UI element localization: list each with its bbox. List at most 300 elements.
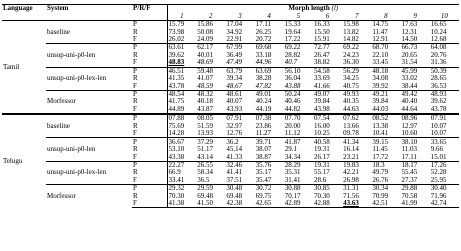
- value-cell: 49.42: [401, 90, 430, 98]
- results-table: [2, 4, 459, 208]
- value-cell: 56.29: [342, 67, 371, 75]
- value-cell: 53.10: [168, 145, 185, 154]
- value-cell: 40.75: [343, 82, 359, 90]
- value-cell: 09.78: [343, 130, 359, 138]
- value-cell: 44.03: [372, 105, 389, 113]
- value-cell: 67.99: [225, 44, 254, 52]
- value-cell: 48.32: [196, 90, 225, 98]
- table-row: [2, 138, 459, 146]
- value-cell: 33.41: [168, 176, 185, 184]
- value-cell: 17.04: [226, 20, 243, 29]
- value-cell: 44.96: [255, 59, 272, 67]
- value-cell: 30.85: [313, 185, 342, 193]
- value-cell: 43.93: [226, 105, 243, 113]
- value-cell: 14.75: [372, 20, 389, 29]
- value-cell: 07.70: [284, 114, 313, 122]
- value-cell: 30.48: [225, 185, 254, 193]
- value-cell: 43.98: [313, 105, 330, 113]
- header-language: Language: [2, 5, 46, 13]
- value-cell: 34.25: [343, 74, 359, 83]
- value-cell: 58.34: [197, 169, 213, 177]
- value-cell: 49.93: [342, 90, 371, 98]
- value-cell: 35.47: [255, 176, 272, 184]
- value-cell: 10.07: [430, 122, 447, 130]
- value-cell: 07.54: [313, 114, 342, 122]
- value-cell: 15.91: [313, 35, 330, 43]
- header-morph-length-unit: (l): [331, 4, 339, 13]
- value-cell: 40.58: [313, 138, 342, 146]
- value-cell: 64.08: [430, 44, 459, 52]
- value-cell: 63.61: [167, 44, 196, 52]
- header-length-6: 6: [313, 12, 342, 20]
- value-cell: 14.28: [168, 130, 185, 138]
- metric-cell: P: [132, 161, 167, 169]
- header-length-9: 9: [401, 12, 430, 20]
- value-cell: 42.51: [371, 200, 400, 208]
- table-row: [2, 44, 459, 52]
- metric-cell: P: [132, 90, 167, 98]
- system-cell: Morfessor: [46, 185, 132, 208]
- value-cell: 70.58: [401, 192, 418, 200]
- value-cell: 28.65: [430, 74, 447, 83]
- header-length-7: 7: [342, 12, 371, 20]
- value-cell: 10.25: [313, 130, 330, 138]
- value-cell: 11.27: [255, 130, 272, 138]
- value-cell: 72.77: [313, 44, 342, 52]
- value-cell: 26.47: [313, 51, 330, 59]
- value-cell: 75.69: [168, 122, 185, 130]
- value-cell: 40.7: [284, 59, 297, 67]
- value-cell: 16.14: [343, 145, 359, 154]
- value-cell: 42.38: [225, 200, 254, 208]
- value-cell: 52.28: [430, 169, 447, 177]
- value-cell: 23.21: [343, 153, 359, 161]
- value-cell: 69.48: [197, 192, 213, 200]
- value-cell: 28.29: [284, 161, 313, 169]
- value-cell: 70.99: [372, 192, 389, 200]
- table-row: [2, 161, 459, 169]
- value-cell: 51.59: [197, 122, 213, 130]
- value-cell: 15.98: [343, 20, 359, 29]
- system-cell: Morfessor: [46, 90, 132, 114]
- value-cell: 50.39: [430, 67, 459, 75]
- value-cell: 39.84: [372, 98, 389, 106]
- value-cell: 48.54: [167, 90, 196, 98]
- value-cell: 19.31: [313, 161, 342, 169]
- value-cell: 07.62: [342, 114, 371, 122]
- metric-cell: R: [132, 146, 167, 153]
- header-length-5: 5: [284, 12, 313, 20]
- value-cell: 20.76: [430, 51, 447, 59]
- value-cell: 07.91: [430, 114, 459, 122]
- value-cell: 22.10: [372, 51, 389, 59]
- value-cell: 17.63: [401, 20, 418, 29]
- results-body: [2, 20, 459, 208]
- value-cell: 48.67: [226, 82, 243, 90]
- metric-cell: P: [132, 114, 167, 122]
- header-length-3: 3: [225, 12, 254, 20]
- value-cell: 45.14: [226, 145, 243, 154]
- value-cell: 49.01: [255, 90, 284, 98]
- value-cell: 68.70: [371, 44, 400, 52]
- header-blank-language: [2, 12, 46, 20]
- value-cell: 69.22: [342, 44, 371, 52]
- value-cell: 63.69: [255, 67, 284, 75]
- value-cell: 41.34: [342, 138, 371, 146]
- value-cell: 08.05: [196, 114, 225, 122]
- value-cell: 07.38: [255, 114, 284, 122]
- header-length-2: 2: [196, 12, 225, 20]
- value-cell: 39.84: [313, 98, 330, 106]
- value-cell: 46.51: [167, 67, 196, 75]
- value-cell: 38.10: [401, 138, 430, 146]
- value-cell: 16.00: [313, 122, 330, 130]
- value-cell: 41.50: [196, 200, 225, 208]
- metric-cell: P: [132, 44, 167, 52]
- value-cell: 49.79: [372, 169, 389, 177]
- value-cell: 32.97: [226, 122, 243, 130]
- language-cell: Telugu: [2, 114, 46, 208]
- metric-cell: R: [132, 169, 167, 176]
- value-cell: 32.46: [225, 161, 254, 169]
- value-cell: 16.33: [313, 20, 330, 29]
- value-cell: 31.31: [342, 185, 371, 193]
- value-cell: 42.88: [313, 200, 342, 208]
- table-row: [2, 114, 459, 122]
- value-cell: 41.07: [197, 74, 213, 83]
- header-system: System: [46, 5, 132, 13]
- value-cell: 22.27: [167, 161, 196, 169]
- value-cell: 55.45: [401, 169, 418, 177]
- header-length-4: 4: [255, 12, 284, 20]
- value-cell: 35.17: [255, 169, 272, 177]
- value-cell: 13.82: [343, 28, 359, 36]
- value-cell: 24.09: [197, 35, 213, 43]
- value-cell: 13.93: [197, 130, 213, 138]
- value-cell: 28.82: [284, 51, 301, 59]
- value-cell: 38.07: [255, 145, 272, 154]
- value-cell: 41.35: [168, 74, 185, 83]
- value-cell: 29.59: [196, 185, 225, 193]
- value-cell: 71.56: [343, 192, 359, 200]
- value-cell: 42.74: [430, 200, 459, 208]
- value-cell: 70.30: [313, 192, 330, 200]
- value-cell: 20.72: [255, 35, 272, 43]
- value-cell: 34.92: [226, 28, 243, 36]
- value-cell: 49.07: [313, 90, 342, 98]
- value-cell: 17.22: [284, 35, 301, 43]
- value-cell: 29.88: [401, 185, 430, 193]
- value-cell: 29.32: [167, 185, 196, 193]
- value-cell: 41.87: [284, 138, 313, 146]
- value-cell: 31.41: [284, 176, 301, 184]
- metric-cell: F: [132, 130, 167, 138]
- value-cell: 26.25: [255, 28, 272, 36]
- value-cell: 54.58: [313, 67, 342, 75]
- value-cell: 08.52: [371, 114, 400, 122]
- value-cell: 22.91: [226, 35, 243, 43]
- value-cell: 13.66: [343, 122, 359, 130]
- language-cell: Tamil: [3, 62, 20, 71]
- value-cell: 38.82: [313, 59, 330, 67]
- value-cell: 43.38: [168, 153, 185, 161]
- value-cell: 24.23: [343, 51, 359, 59]
- value-cell: 11.12: [284, 130, 301, 138]
- metric-cell: F: [132, 82, 167, 90]
- table-row: [2, 185, 459, 193]
- value-cell: 11.47: [372, 28, 388, 36]
- value-cell: 43.78: [168, 82, 185, 90]
- value-cell: 69.68: [255, 44, 284, 52]
- value-cell: 36.04: [284, 74, 301, 83]
- value-cell: 36.67: [167, 138, 196, 146]
- value-cell: 48.69: [197, 59, 213, 67]
- value-cell: 51.17: [197, 145, 213, 154]
- value-cell: 18.17: [401, 161, 430, 169]
- value-cell: 15.86: [197, 20, 213, 29]
- value-cell: 38.44: [401, 82, 418, 90]
- value-cell: 35.31: [284, 169, 301, 177]
- metric-cell: R: [132, 28, 167, 35]
- value-cell: 38.87: [255, 153, 272, 161]
- value-cell: 43.63: [342, 200, 371, 208]
- value-cell: 39.62: [430, 98, 447, 106]
- value-cell: 33.65: [430, 138, 459, 146]
- value-cell: 42.21: [343, 169, 359, 177]
- metric-cell: F: [132, 36, 167, 44]
- value-cell: 25.95: [430, 176, 447, 184]
- value-cell: 40.40: [401, 98, 418, 106]
- value-cell: 40.35: [343, 98, 359, 106]
- value-cell: 20.00: [284, 122, 301, 130]
- value-cell: 19.64: [284, 28, 301, 36]
- header-length-1: 1: [167, 12, 196, 20]
- value-cell: 70.30: [168, 192, 185, 200]
- value-cell: 35.76: [255, 161, 284, 169]
- value-cell: 14.82: [343, 35, 359, 43]
- value-cell: 66.9: [168, 169, 181, 177]
- value-cell: 17.11: [401, 153, 417, 161]
- value-cell: 44.19: [255, 105, 272, 113]
- value-cell: 12.31: [401, 28, 418, 36]
- system-cell: unsup-uni-p0-len: [46, 138, 132, 161]
- value-cell: 26.76: [372, 176, 389, 184]
- value-cell: 45.99: [401, 67, 430, 75]
- value-cell: 43.14: [197, 153, 213, 161]
- value-cell: 47.82: [255, 82, 272, 90]
- value-cell: 40.01: [197, 51, 213, 59]
- value-cell: 43.78: [430, 105, 447, 113]
- metric-cell: F: [132, 177, 167, 185]
- value-cell: 48.93: [430, 90, 459, 98]
- value-cell: 70.17: [284, 192, 301, 200]
- system-cell: baseline: [46, 114, 132, 138]
- value-cell: 26.98: [343, 176, 359, 184]
- value-cell: 28.6: [313, 176, 327, 184]
- value-cell: 69.48: [226, 192, 243, 200]
- value-cell: 48.83: [168, 59, 185, 67]
- value-cell: 33.69: [313, 74, 330, 83]
- value-cell: 62.17: [196, 44, 225, 52]
- metric-cell: R: [132, 75, 167, 82]
- value-cell: 41.99: [401, 200, 430, 208]
- table-row: [2, 90, 459, 98]
- value-cell: 34.34: [284, 153, 301, 161]
- value-cell: 42.89: [284, 200, 313, 208]
- header-blank-prf: [132, 12, 167, 20]
- value-cell: 18.3: [371, 161, 400, 169]
- value-cell: 40.07: [226, 98, 243, 106]
- value-cell: 31.36: [430, 59, 447, 67]
- metric-cell: F: [132, 200, 167, 208]
- metric-cell: P: [132, 138, 167, 146]
- value-cell: 20.65: [401, 51, 418, 59]
- header-row-1: [2, 5, 459, 13]
- metric-cell: P: [132, 20, 167, 28]
- value-cell: 44.82: [284, 105, 301, 113]
- header-length-8: 8: [371, 12, 400, 20]
- system-cell: baseline: [47, 27, 70, 36]
- system-cell: unsup-uni-p0-lex-len: [46, 161, 132, 184]
- value-cell: 63.79: [225, 67, 254, 75]
- value-cell: 56.10: [284, 67, 313, 75]
- value-cell: 27.37: [401, 176, 418, 184]
- value-cell: 10.07: [430, 130, 447, 138]
- value-cell: 15.50: [313, 28, 330, 36]
- value-cell: 33.18: [255, 51, 272, 59]
- table-row: [2, 20, 459, 28]
- value-cell: 71.96: [430, 192, 447, 200]
- table-row: [2, 67, 459, 75]
- value-cell: 13.38: [372, 122, 389, 130]
- value-cell: 11.03: [401, 145, 417, 154]
- value-cell: 11.45: [372, 145, 388, 154]
- value-cell: 39.15: [371, 138, 400, 146]
- value-cell: 26.55: [196, 161, 225, 169]
- header-blank-system: [46, 12, 132, 20]
- value-cell: 39.71: [255, 138, 284, 146]
- value-cell: 30.34: [371, 185, 400, 193]
- value-cell: 31.54: [401, 59, 418, 67]
- value-cell: 36.53: [430, 82, 447, 90]
- value-cell: 41.41: [226, 169, 243, 177]
- value-cell: 48.61: [225, 90, 254, 98]
- value-cell: 38.28: [255, 74, 272, 83]
- value-cell: 43.88: [284, 82, 301, 90]
- value-cell: 07.91: [225, 114, 254, 122]
- value-cell: 26.17: [313, 153, 330, 161]
- value-cell: 30.88: [284, 185, 313, 193]
- value-cell: 19.83: [342, 161, 371, 169]
- value-cell: 41.33: [226, 153, 243, 161]
- value-cell: 26.02: [168, 35, 185, 43]
- value-cell: 39.92: [372, 82, 389, 90]
- value-cell: 15.79: [168, 20, 185, 29]
- value-cell: 36.30: [343, 59, 359, 67]
- value-cell: 43.87: [197, 105, 213, 113]
- value-cell: 39.34: [226, 74, 243, 83]
- value-cell: 69.75: [255, 192, 272, 200]
- header-prf: P/R/F: [132, 5, 167, 13]
- value-cell: 36.2: [225, 138, 254, 146]
- value-cell: 41.75: [168, 98, 185, 106]
- value-cell: 41.66: [313, 82, 330, 90]
- header-morph-length: [167, 5, 459, 13]
- value-cell: 30.40: [430, 185, 459, 193]
- value-cell: 40.24: [255, 98, 272, 106]
- value-cell: 23.86: [255, 122, 272, 130]
- value-cell: 10.41: [372, 130, 389, 138]
- value-cell: 48.59: [197, 82, 213, 90]
- value-cell: 10.24: [430, 28, 447, 36]
- header-morph-length-label: Morph length: [288, 4, 330, 13]
- value-cell: 50.24: [284, 90, 313, 98]
- value-cell: 40.46: [284, 98, 301, 106]
- value-cell: 44.64: [401, 105, 418, 113]
- value-cell: 29.1: [284, 145, 297, 154]
- value-cell: 15.33: [284, 20, 301, 29]
- value-cell: 17.11: [255, 20, 272, 29]
- value-cell: 36.5: [197, 176, 210, 184]
- value-cell: 12.76: [226, 130, 243, 138]
- value-cell: 50.08: [197, 28, 213, 36]
- value-cell: 30.72: [255, 185, 284, 193]
- value-cell: 33.02: [401, 74, 418, 83]
- metric-cell: P: [132, 185, 167, 193]
- value-cell: 19.31: [313, 145, 330, 154]
- value-cell: 40.18: [197, 98, 213, 106]
- value-cell: 59.48: [196, 67, 225, 75]
- metric-cell: F: [132, 106, 167, 114]
- value-cell: 44.89: [168, 105, 185, 113]
- value-cell: 12.97: [401, 122, 418, 130]
- value-cell: 66.73: [401, 44, 430, 52]
- value-cell: 55.17: [313, 169, 330, 177]
- value-cell: 17.26: [430, 161, 459, 169]
- value-cell: 42.65: [255, 200, 284, 208]
- value-cell: 9.66: [430, 145, 443, 154]
- value-cell: 17.72: [372, 153, 389, 161]
- value-cell: 49.21: [371, 90, 400, 98]
- system-cell: unsup-uni-p0-lex-len: [46, 67, 132, 90]
- value-cell: 39.62: [168, 51, 185, 59]
- metric-cell: R: [132, 123, 167, 130]
- value-cell: 16.65: [430, 20, 447, 29]
- metric-cell: R: [132, 98, 167, 105]
- value-cell: 08.96: [401, 114, 430, 122]
- metric-cell: F: [132, 153, 167, 161]
- metric-cell: R: [132, 193, 167, 200]
- metric-cell: F: [132, 59, 167, 67]
- value-cell: 41.38: [167, 200, 196, 208]
- value-cell: 07.88: [167, 114, 196, 122]
- value-cell: 36.49: [226, 51, 243, 59]
- value-cell: 47.49: [226, 59, 243, 67]
- value-cell: 37.51: [226, 176, 243, 184]
- header-row-lengths: [2, 12, 459, 20]
- value-cell: 48.18: [371, 67, 400, 75]
- value-cell: 73.98: [168, 28, 185, 36]
- value-cell: 44.63: [343, 105, 359, 113]
- value-cell: 10.60: [401, 130, 418, 138]
- value-cell: 37.29: [196, 138, 225, 146]
- metric-cell: R: [132, 52, 167, 59]
- system-cell: unsup-uni-p0-len: [46, 44, 132, 67]
- value-cell: 14.50: [401, 35, 418, 43]
- value-cell: 12.68: [430, 35, 447, 43]
- header-length-10: 10: [430, 12, 459, 20]
- value-cell: 33.45: [372, 59, 389, 67]
